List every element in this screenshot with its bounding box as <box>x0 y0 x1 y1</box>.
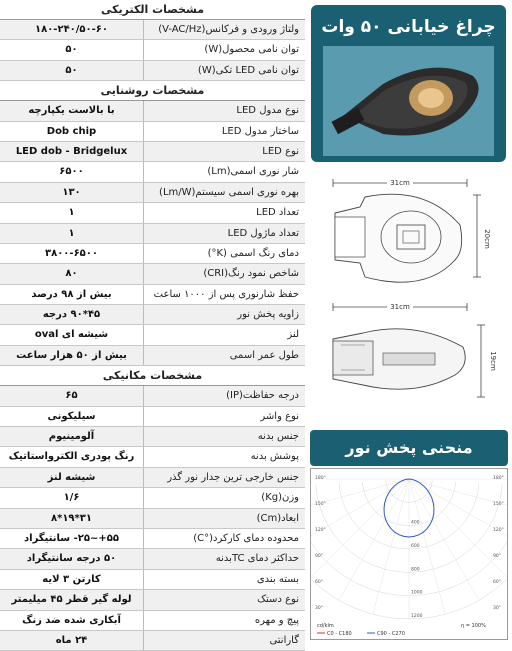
technical-drawings <box>305 165 512 430</box>
street-light-image <box>323 46 494 156</box>
lighting-row-label: ساختار مدول LED <box>143 122 305 141</box>
mechanical-rows <box>0 386 305 651</box>
mechanical-row-value: سیلیکونی <box>47 410 96 422</box>
electrical-row-label: توان نامی محصول(W) <box>143 40 305 59</box>
side-view-drawing <box>333 301 497 397</box>
lighting-row-label: طول عمر اسمی <box>143 346 305 365</box>
lighting-row <box>0 346 305 366</box>
lighting-row <box>0 101 305 121</box>
lighting-row-value: ۶۵۰۰ <box>59 166 84 178</box>
mechanical-row-value: ۱/۶ <box>63 492 80 504</box>
product-title: چراغ خیابانی ۵۰ وات <box>321 17 496 37</box>
angle-label-right: 30° <box>493 606 501 611</box>
polar-spoke <box>339 479 409 600</box>
mechanical-row <box>0 611 305 631</box>
lighting-row <box>0 183 305 203</box>
mechanical-row-label: نوع دستک <box>143 590 305 609</box>
lighting-row-label: لنز <box>143 325 305 344</box>
mechanical-row <box>0 570 305 590</box>
ring-label: 1200 <box>411 614 423 619</box>
lighting-row-value: ۱۳۰ <box>62 186 81 198</box>
polar-spoke <box>311 479 409 549</box>
lighting-row <box>0 244 305 264</box>
electrical-row-label: توان نامی LED تکی(W) <box>143 61 305 80</box>
lighting-row <box>0 285 305 305</box>
lighting-row-label: شاخص نمود رنگ(CRI) <box>143 264 305 283</box>
mechanical-row-value: شیشه لنز <box>47 471 96 483</box>
lighting-row-value: ۸۰ <box>65 268 78 280</box>
polar-diagram <box>310 468 508 640</box>
mechanical-row <box>0 631 305 651</box>
lighting-row-label: شار نوری اسمی(Lm) <box>143 162 305 181</box>
angle-label-left: 120° <box>315 528 326 533</box>
mechanical-row-label: نوع واشر <box>143 407 305 426</box>
lighting-row-label: دمای رنگ اسمی (K°) <box>143 244 305 263</box>
lighting-row-label: بهره نوری اسمی سیستم(Lm/W) <box>143 183 305 202</box>
angle-label-right: 180° <box>493 476 504 481</box>
mechanical-row-value: ۳۱*۱۹*۸ <box>50 512 92 524</box>
lighting-row <box>0 325 305 345</box>
mechanical-row-value: آلومینیوم <box>48 431 95 443</box>
angle-label-right: 150° <box>493 502 504 507</box>
lighting-row-label: نوع مدول LED <box>143 101 305 120</box>
angle-label-right: 60° <box>493 580 501 585</box>
angle-label-left: 90° <box>315 554 323 559</box>
mechanical-row <box>0 590 305 610</box>
polar-grid <box>311 479 507 619</box>
photometric-title: منحنی پخش نور <box>310 430 508 466</box>
ring-label: 800 <box>411 567 420 573</box>
section-lighting: مشخصات روشنایی <box>0 81 305 101</box>
mechanical-row-label: جنس خارجی ترین جدار نور گذر <box>143 468 305 487</box>
mechanical-row <box>0 447 305 467</box>
electrical-rows <box>0 20 305 81</box>
lighting-row <box>0 122 305 142</box>
mechanical-row <box>0 427 305 447</box>
mechanical-row-label: پوشش بدنه <box>143 447 305 466</box>
lighting-rows <box>0 101 305 366</box>
eta-label: η = 100% <box>461 623 486 629</box>
lighting-row-label: تعداد LED <box>143 203 305 222</box>
ring-label: 600 <box>411 544 420 549</box>
polar-spoke <box>409 479 507 549</box>
mechanical-row <box>0 529 305 549</box>
mechanical-row-label: وزن(Kg) <box>143 488 305 507</box>
mechanical-row-label: جنس بدنه <box>143 427 305 446</box>
top-view-drawing <box>333 177 491 282</box>
mechanical-row-value: لوله گیر قطر ۴۵ میلیمتر <box>11 594 132 606</box>
lighting-row-value: ۴۵*۹۰ درجه <box>42 309 101 321</box>
lighting-row <box>0 162 305 182</box>
section-mechanical: مشخصات مکانیکی <box>0 366 305 386</box>
mechanical-row <box>0 488 305 508</box>
mechanical-row <box>0 468 305 488</box>
polar-spoke <box>373 479 409 614</box>
electrical-row-value: ۵۰ <box>65 44 78 56</box>
mechanical-row-value: ۵۰ درجه سانتیگراد <box>26 553 117 565</box>
lighting-row-label: زاویه پخش نور <box>143 305 305 324</box>
legend-c90: C90 - C270 <box>377 631 405 637</box>
electrical-row <box>0 61 305 81</box>
lighting-row-label: حفظ شارنوری پس از ۱۰۰۰ ساعت <box>143 285 305 304</box>
lighting-row-label: تعداد ماژول LED <box>143 224 305 243</box>
angle-label-left: 180° <box>315 476 326 481</box>
mechanical-row <box>0 549 305 569</box>
mechanical-row <box>0 386 305 406</box>
mechanical-row-value: آبکاری شده ضد زنگ <box>22 614 121 626</box>
mechanical-row-label: درجه حفاظت(IP) <box>143 386 305 405</box>
mechanical-row-label: گارانتی <box>143 631 305 650</box>
mechanical-row-value: ۲۴ ماه <box>55 634 88 646</box>
lighting-row <box>0 305 305 325</box>
product-photo <box>323 46 494 156</box>
angle-label-right: 90° <box>493 554 501 559</box>
lighting-row-value: شیشه ای oval <box>34 329 109 341</box>
side-height-label: 19cm <box>489 351 497 371</box>
mechanical-row-label: حداکثر دمای TCبدنه <box>143 549 305 568</box>
lighting-row-value: LED dob - Bridgelux <box>15 145 128 157</box>
lighting-row <box>0 203 305 223</box>
lighting-row <box>0 224 305 244</box>
mechanical-row-value: ۵۵+~۲۵- سانتیگراد <box>24 532 119 544</box>
lighting-row <box>0 264 305 284</box>
lighting-row-value: بیش از ۵۰ هزار ساعت <box>16 349 127 361</box>
angle-label-right: 120° <box>493 528 504 533</box>
mechanical-row-value: رنگ پودری الکترواستاتیک <box>8 451 135 463</box>
angle-label-left: 60° <box>315 580 323 585</box>
ring-label: 400 <box>411 520 420 526</box>
electrical-row-value: ۱۸۰-۲۴۰/۵۰-۶۰ <box>35 24 108 35</box>
top-height-label: 20cm <box>483 229 491 249</box>
mechanical-row-value: ۶۵ <box>65 390 78 402</box>
unit-label: cd/klm <box>317 623 334 629</box>
lighting-row-value: ۳۸۰۰-۶۵۰۰ <box>45 247 98 259</box>
dimension-drawings <box>305 165 512 430</box>
mechanical-row <box>0 407 305 427</box>
lighting-row-value: ۱ <box>68 227 75 239</box>
mechanical-row-label: ابعاد(Cm) <box>143 509 305 528</box>
lighting-row-value: ۱ <box>68 207 75 219</box>
electrical-row-label: ولتاژ ورودی و فرکانس(V-AC/Hz) <box>143 20 305 39</box>
mechanical-row-label: پیچ و مهره <box>143 611 305 630</box>
electrical-row-value: ۵۰ <box>65 64 78 76</box>
mechanical-row-label: بسته بندی <box>143 570 305 589</box>
mechanical-row <box>0 509 305 529</box>
top-width-label: 31cm <box>390 179 410 187</box>
lighting-row-label: نوع LED <box>143 142 305 161</box>
side-width-label: 31cm <box>390 303 410 311</box>
polar-spoke <box>409 479 479 600</box>
lighting-row <box>0 142 305 162</box>
angle-label-left: 150° <box>315 502 326 507</box>
electrical-row <box>0 40 305 60</box>
ring-label: 1000 <box>411 590 423 596</box>
product-banner <box>305 0 512 165</box>
electrical-row <box>0 20 305 40</box>
angle-label-left: 30° <box>315 606 323 611</box>
mechanical-row-value: کارتن ۳ لایه <box>42 573 101 585</box>
legend-c0: C0 - C180 <box>327 631 352 637</box>
section-electrical: مشخصات الکتریکی <box>0 0 305 20</box>
lighting-row-value: بیش از ۹۸ درصد <box>31 288 112 300</box>
lighting-row-value: Dob chip <box>46 125 97 137</box>
polar-chart <box>311 469 507 639</box>
lighting-row-value: با بالاست یکپارچه <box>28 105 115 117</box>
mechanical-row-label: محدوده دمای کارکرد(°C) <box>143 529 305 548</box>
